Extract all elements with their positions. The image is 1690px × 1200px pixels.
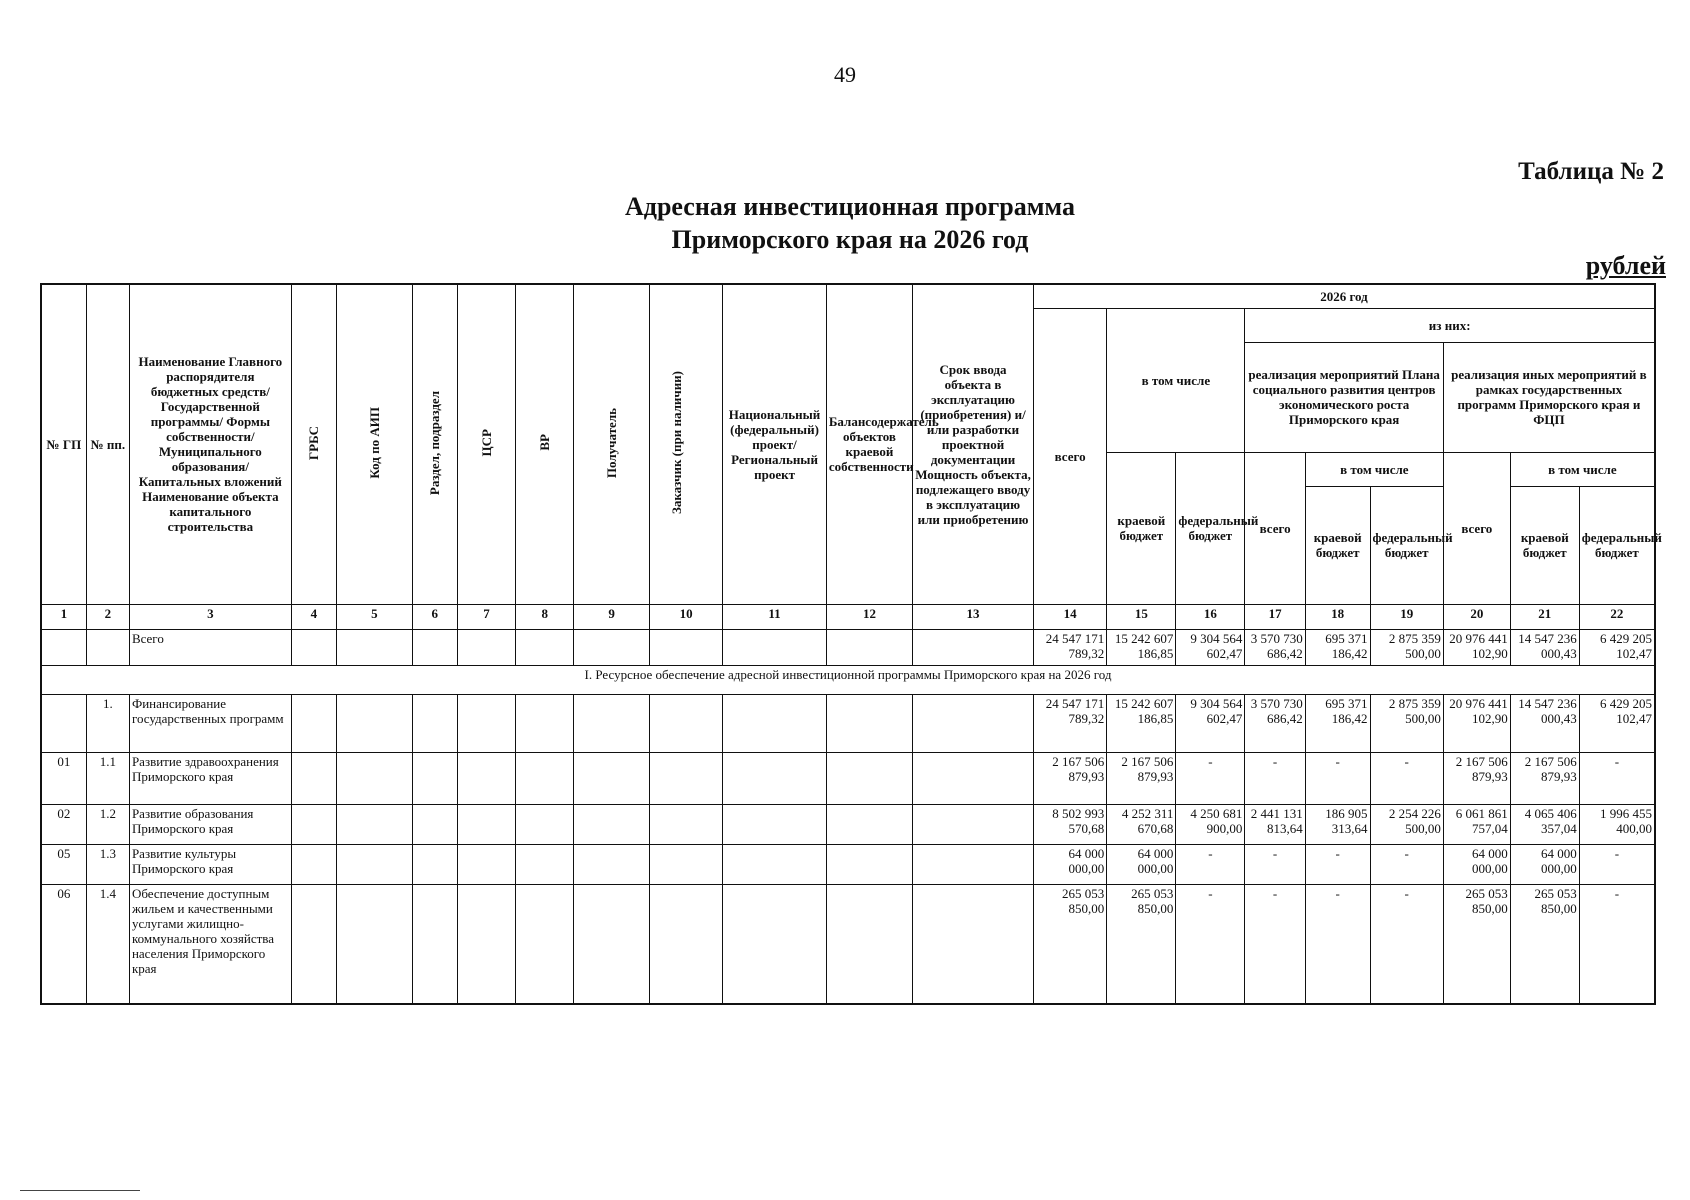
empty-cell bbox=[412, 884, 457, 1004]
header-regional: краевой бюджет bbox=[1107, 452, 1176, 604]
amount-cell: 695 371 186,42 bbox=[1305, 694, 1370, 752]
header-plan: реализация мероприятий Плана социального развития центров экономического роста Приморского края bbox=[1245, 342, 1443, 452]
empty-cell bbox=[516, 844, 574, 884]
empty-cell bbox=[826, 694, 912, 752]
gp-cell bbox=[41, 629, 86, 665]
column-number: 16 bbox=[1176, 604, 1245, 629]
amount-cell: - bbox=[1176, 844, 1245, 884]
amount-cell: 6 429 205 102,47 bbox=[1579, 694, 1655, 752]
empty-cell bbox=[291, 884, 336, 1004]
empty-cell bbox=[723, 694, 827, 752]
header-plan-regional: краевой бюджет bbox=[1305, 486, 1370, 604]
pp-cell bbox=[86, 629, 129, 665]
empty-cell bbox=[412, 752, 457, 804]
gp-cell: 01 bbox=[41, 752, 86, 804]
empty-cell bbox=[649, 884, 722, 1004]
amount-cell: - bbox=[1245, 844, 1305, 884]
header-balance: Балансодержатель объектов краевой собственности bbox=[826, 284, 912, 604]
amount-cell: - bbox=[1579, 844, 1655, 884]
empty-cell bbox=[291, 752, 336, 804]
amount-cell: 2 167 506 879,93 bbox=[1107, 752, 1176, 804]
amount-cell: 2 167 506 879,93 bbox=[1510, 752, 1579, 804]
column-number: 10 bbox=[649, 604, 722, 629]
column-number: 5 bbox=[337, 604, 413, 629]
header-other-regional: краевой бюджет bbox=[1510, 486, 1579, 604]
header-aip: Код по АИП bbox=[337, 284, 413, 604]
amount-cell: 695 371 186,42 bbox=[1305, 629, 1370, 665]
footnote-line bbox=[20, 1190, 140, 1191]
amount-cell: - bbox=[1579, 884, 1655, 1004]
amount-cell: 2 875 359 500,00 bbox=[1370, 694, 1443, 752]
empty-cell bbox=[913, 884, 1034, 1004]
empty-cell bbox=[412, 629, 457, 665]
empty-cell bbox=[412, 694, 457, 752]
empty-cell bbox=[516, 694, 574, 752]
amount-cell: - bbox=[1305, 884, 1370, 1004]
header-year: 2026 год bbox=[1033, 284, 1655, 308]
title-line-1: Адресная инвестиционная программа bbox=[625, 192, 1075, 221]
empty-cell bbox=[649, 804, 722, 844]
header-poluchatel: Получатель bbox=[574, 284, 650, 604]
header-other-federal: федеральный бюджет bbox=[1579, 486, 1655, 604]
empty-cell bbox=[574, 629, 650, 665]
amount-cell: 14 547 236 000,43 bbox=[1510, 694, 1579, 752]
header-federal: федеральный бюджет bbox=[1176, 452, 1245, 604]
empty-cell bbox=[826, 629, 912, 665]
amount-cell: 1 996 455 400,00 bbox=[1579, 804, 1655, 844]
header-plan-federal: федеральный бюджет bbox=[1370, 486, 1443, 604]
empty-cell bbox=[826, 844, 912, 884]
empty-cell bbox=[826, 884, 912, 1004]
column-number: 18 bbox=[1305, 604, 1370, 629]
empty-cell bbox=[516, 804, 574, 844]
column-number: 6 bbox=[412, 604, 457, 629]
empty-cell bbox=[913, 804, 1034, 844]
column-number: 15 bbox=[1107, 604, 1176, 629]
gp-cell bbox=[41, 694, 86, 752]
name-cell: Развитие культуры Приморского края bbox=[129, 844, 291, 884]
amount-cell: 186 905 313,64 bbox=[1305, 804, 1370, 844]
column-number: 3 bbox=[129, 604, 291, 629]
pp-cell: 1.1 bbox=[86, 752, 129, 804]
empty-cell bbox=[337, 884, 413, 1004]
amount-cell: 64 000 000,00 bbox=[1443, 844, 1510, 884]
name-cell: Обеспечение доступным жильем и качественными услугами жилищно-коммунального хозяйства населения Приморского края bbox=[129, 884, 291, 1004]
amount-cell: - bbox=[1176, 752, 1245, 804]
page-number: 49 bbox=[834, 62, 856, 87]
amount-cell: - bbox=[1370, 752, 1443, 804]
amount-cell: - bbox=[1370, 884, 1443, 1004]
table-row bbox=[41, 884, 1655, 1004]
header-of-them: из них: bbox=[1245, 308, 1655, 342]
empty-cell bbox=[337, 804, 413, 844]
amount-cell: 4 250 681 900,00 bbox=[1176, 804, 1245, 844]
empty-cell bbox=[457, 804, 515, 844]
header-grbs: ГРБС bbox=[291, 284, 336, 604]
pp-cell: 1.3 bbox=[86, 844, 129, 884]
empty-cell bbox=[337, 629, 413, 665]
amount-cell: - bbox=[1176, 884, 1245, 1004]
header-other-total: всего bbox=[1443, 452, 1510, 604]
empty-cell bbox=[649, 629, 722, 665]
gp-cell: 06 bbox=[41, 884, 86, 1004]
header-pp: № пп. bbox=[86, 284, 129, 604]
column-number: 14 bbox=[1033, 604, 1106, 629]
column-number: 9 bbox=[574, 604, 650, 629]
empty-cell bbox=[457, 844, 515, 884]
header-razdel: Раздел, подраздел bbox=[412, 284, 457, 604]
column-number: 4 bbox=[291, 604, 336, 629]
document-title bbox=[400, 190, 1300, 256]
empty-cell bbox=[574, 844, 650, 884]
pp-cell: 1. bbox=[86, 694, 129, 752]
column-number: 13 bbox=[913, 604, 1034, 629]
column-number: 22 bbox=[1579, 604, 1655, 629]
empty-cell bbox=[457, 884, 515, 1004]
amount-cell: 2 441 131 813,64 bbox=[1245, 804, 1305, 844]
empty-cell bbox=[291, 629, 336, 665]
amount-cell: 15 242 607 186,85 bbox=[1107, 694, 1176, 752]
table-row bbox=[41, 629, 1655, 665]
header-in-that-number: в том числе bbox=[1107, 308, 1245, 452]
amount-cell: 265 053 850,00 bbox=[1033, 884, 1106, 1004]
column-number: 12 bbox=[826, 604, 912, 629]
gp-cell: 02 bbox=[41, 804, 86, 844]
amount-cell: 24 547 171 789,32 bbox=[1033, 629, 1106, 665]
table-row bbox=[41, 752, 1655, 804]
amount-cell: 15 242 607 186,85 bbox=[1107, 629, 1176, 665]
empty-cell bbox=[412, 804, 457, 844]
empty-cell bbox=[826, 804, 912, 844]
empty-cell bbox=[291, 694, 336, 752]
header-name: Наименование Главного распорядителя бюджетных средств/Государственной программы/ Формы собственности/Муниципального образования/Капитальных вложений Наименование объекта капитального строительства bbox=[129, 284, 291, 604]
empty-cell bbox=[649, 844, 722, 884]
column-number: 19 bbox=[1370, 604, 1443, 629]
empty-cell bbox=[913, 629, 1034, 665]
empty-cell bbox=[723, 884, 827, 1004]
empty-cell bbox=[574, 694, 650, 752]
amount-cell: 2 254 226 500,00 bbox=[1370, 804, 1443, 844]
header-vr: ВР bbox=[516, 284, 574, 604]
empty-cell bbox=[516, 752, 574, 804]
empty-cell bbox=[337, 694, 413, 752]
header-other-in-that: в том числе bbox=[1510, 452, 1655, 486]
amount-cell: 64 000 000,00 bbox=[1033, 844, 1106, 884]
section-title: I. Ресурсное обеспечение адресной инвестиционной программы Приморского края на 2026 год bbox=[41, 665, 1655, 694]
empty-cell bbox=[826, 752, 912, 804]
amount-cell: 2 875 359 500,00 bbox=[1370, 629, 1443, 665]
empty-cell bbox=[457, 629, 515, 665]
column-number: 8 bbox=[516, 604, 574, 629]
header-srok: Срок ввода объекта в эксплуатацию (приобретения) и/или разработки проектной документации Мощность объекта, подлежащего вводу в эксплуатацию или приобретению bbox=[913, 284, 1034, 604]
amount-cell: - bbox=[1305, 752, 1370, 804]
amount-cell: 20 976 441 102,90 bbox=[1443, 694, 1510, 752]
amount-cell: 6 061 861 757,04 bbox=[1443, 804, 1510, 844]
empty-cell bbox=[574, 752, 650, 804]
header-plan-total: всего bbox=[1245, 452, 1305, 604]
amount-cell: 14 547 236 000,43 bbox=[1510, 629, 1579, 665]
empty-cell bbox=[516, 884, 574, 1004]
header-plan-in-that: в том числе bbox=[1305, 452, 1443, 486]
investment-program-table bbox=[40, 283, 1662, 1005]
name-cell: Всего bbox=[129, 629, 291, 665]
empty-cell bbox=[913, 844, 1034, 884]
section-row bbox=[41, 665, 1655, 694]
header-total: всего bbox=[1033, 308, 1106, 604]
units-label: рублей bbox=[1585, 251, 1666, 280]
empty-cell bbox=[723, 752, 827, 804]
amount-cell: 24 547 171 789,32 bbox=[1033, 694, 1106, 752]
column-number: 7 bbox=[457, 604, 515, 629]
amount-cell: 2 167 506 879,93 bbox=[1443, 752, 1510, 804]
table-row bbox=[41, 694, 1655, 752]
amount-cell: 64 000 000,00 bbox=[1510, 844, 1579, 884]
amount-cell: 3 570 730 686,42 bbox=[1245, 694, 1305, 752]
column-number-row bbox=[41, 604, 1655, 629]
amount-cell: 4 065 406 357,04 bbox=[1510, 804, 1579, 844]
empty-cell bbox=[723, 629, 827, 665]
amount-cell: - bbox=[1245, 752, 1305, 804]
header-project: Национальный (федеральный) проект/ Региональный проект bbox=[723, 284, 827, 604]
empty-cell bbox=[574, 884, 650, 1004]
empty-cell bbox=[291, 804, 336, 844]
empty-cell bbox=[291, 844, 336, 884]
amount-cell: 8 502 993 570,68 bbox=[1033, 804, 1106, 844]
table-label: Таблица № 2 bbox=[1518, 158, 1664, 185]
name-cell: Развитие образования Приморского края bbox=[129, 804, 291, 844]
amount-cell: 20 976 441 102,90 bbox=[1443, 629, 1510, 665]
name-cell: Финансирование государственных программ bbox=[129, 694, 291, 752]
column-number: 2 bbox=[86, 604, 129, 629]
column-number: 17 bbox=[1245, 604, 1305, 629]
amount-cell: 6 429 205 102,47 bbox=[1579, 629, 1655, 665]
empty-cell bbox=[337, 752, 413, 804]
amount-cell: - bbox=[1579, 752, 1655, 804]
header-gp: № ГП bbox=[41, 284, 86, 604]
table-row bbox=[41, 844, 1655, 884]
pp-cell: 1.2 bbox=[86, 804, 129, 844]
empty-cell bbox=[457, 694, 515, 752]
header-csr: ЦСР bbox=[457, 284, 515, 604]
table-body bbox=[41, 629, 1655, 1004]
empty-cell bbox=[457, 752, 515, 804]
column-number: 21 bbox=[1510, 604, 1579, 629]
amount-cell: - bbox=[1370, 844, 1443, 884]
amount-cell: 265 053 850,00 bbox=[1510, 884, 1579, 1004]
empty-cell bbox=[574, 804, 650, 844]
header-zakazchik: Заказчик (при наличии) bbox=[649, 284, 722, 604]
gp-cell: 05 bbox=[41, 844, 86, 884]
empty-cell bbox=[412, 844, 457, 884]
column-number: 20 bbox=[1443, 604, 1510, 629]
empty-cell bbox=[723, 804, 827, 844]
empty-cell bbox=[723, 844, 827, 884]
empty-cell bbox=[913, 752, 1034, 804]
amount-cell: 265 053 850,00 bbox=[1443, 884, 1510, 1004]
column-number: 1 bbox=[41, 604, 86, 629]
amount-cell: 265 053 850,00 bbox=[1107, 884, 1176, 1004]
pp-cell: 1.4 bbox=[86, 884, 129, 1004]
amount-cell: - bbox=[1305, 844, 1370, 884]
amount-cell: 4 252 311 670,68 bbox=[1107, 804, 1176, 844]
amount-cell: 64 000 000,00 bbox=[1107, 844, 1176, 884]
empty-cell bbox=[913, 694, 1034, 752]
empty-cell bbox=[649, 694, 722, 752]
amount-cell: 9 304 564 602,47 bbox=[1176, 629, 1245, 665]
amount-cell: 2 167 506 879,93 bbox=[1033, 752, 1106, 804]
table-row bbox=[41, 804, 1655, 844]
column-number: 11 bbox=[723, 604, 827, 629]
empty-cell bbox=[516, 629, 574, 665]
empty-cell bbox=[649, 752, 722, 804]
header-other-programs: реализация иных мероприятий в рамках государственных программ Приморского края и ФЦП bbox=[1443, 342, 1655, 452]
amount-cell: 3 570 730 686,42 bbox=[1245, 629, 1305, 665]
amount-cell: - bbox=[1245, 884, 1305, 1004]
name-cell: Развитие здравоохранения Приморского края bbox=[129, 752, 291, 804]
title-line-2: Приморского края на 2026 год bbox=[671, 225, 1029, 254]
empty-cell bbox=[337, 844, 413, 884]
amount-cell: 9 304 564 602,47 bbox=[1176, 694, 1245, 752]
